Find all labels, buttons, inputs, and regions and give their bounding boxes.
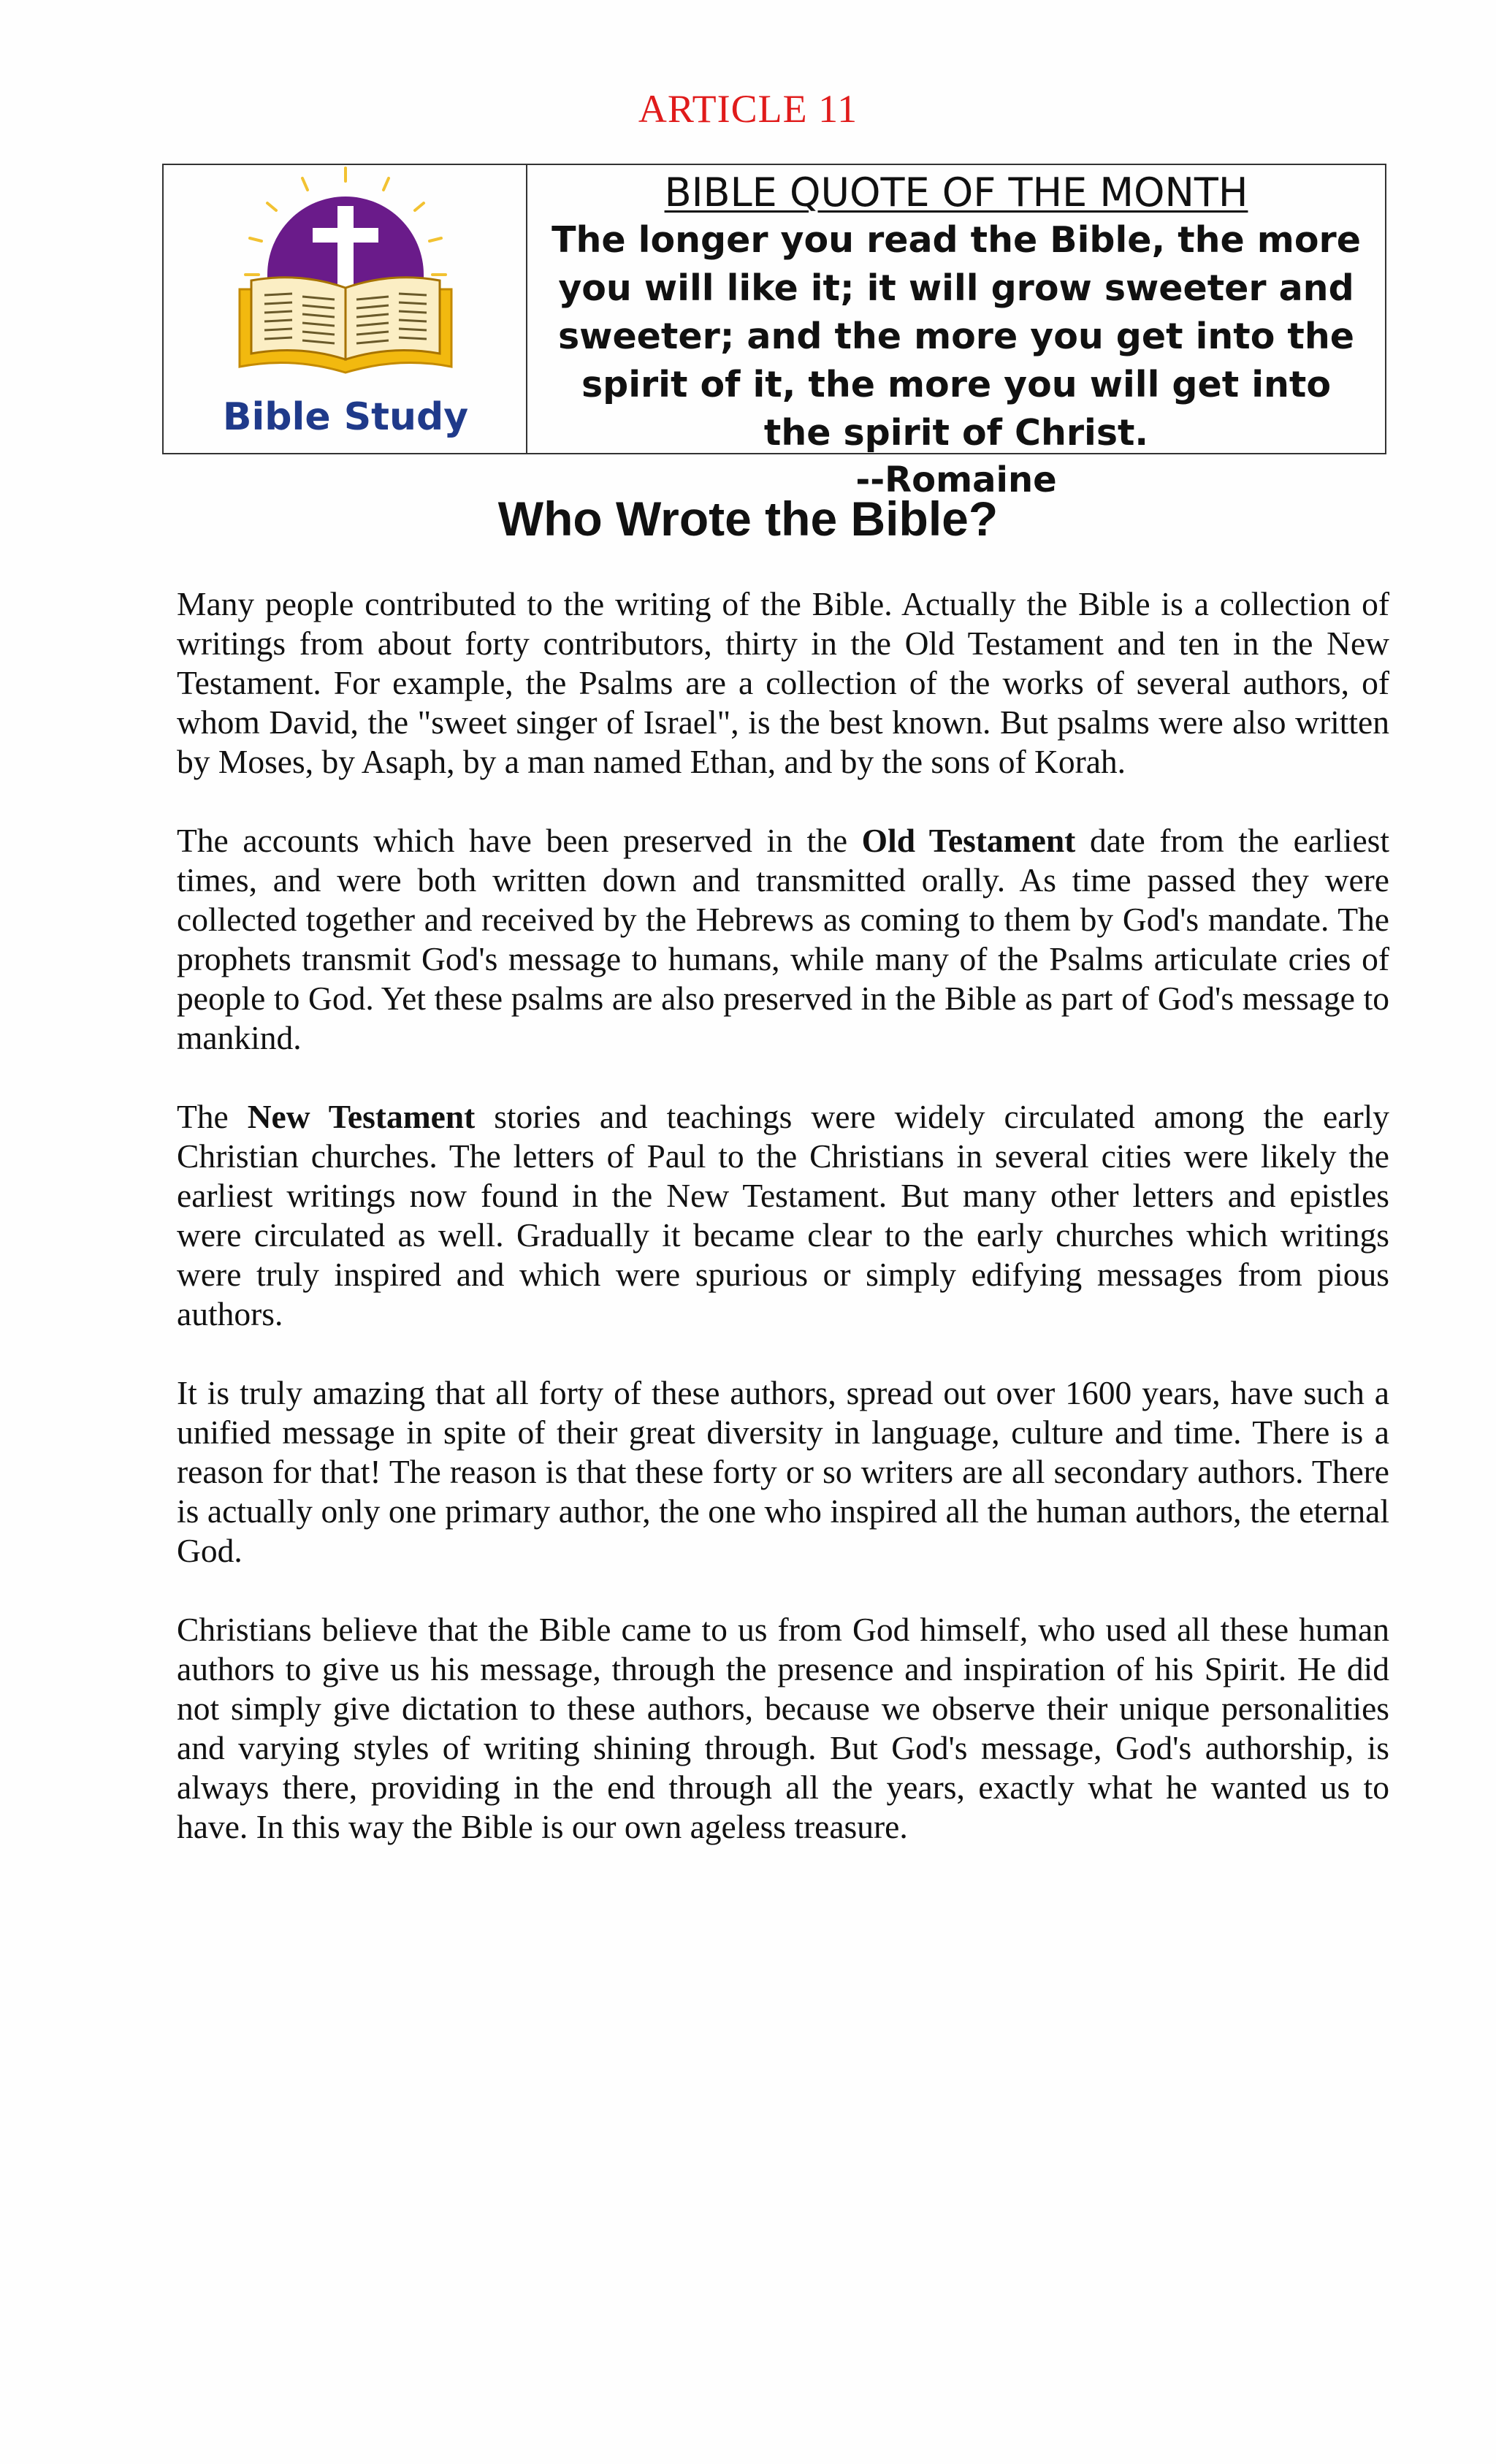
article-body: [177, 584, 1389, 1886]
paragraph-3: [177, 1097, 1389, 1334]
old-testament-term: Old Testament: [861, 822, 1076, 859]
quote-title: BIBLE QUOTE OF THE MONTH: [664, 169, 1248, 215]
paragraph-2-before: The accounts which have been preserved in the: [177, 822, 862, 859]
article-label: ARTICLE 11: [638, 87, 858, 131]
new-testament-term: New Testament: [247, 1098, 476, 1135]
paragraph-1: Many people contributed to the writing of the Bible. Actually the Bible is a collection of writings from about forty contributors, thirty in the Old Testament and ten in the New Testament. For example, the Psalms are a collection of the works of several authors, of whom David, the "sweet singer of Israel", is the best known. But psalms were also written by Moses, by Asaph, by a man named Ethan, and by the sons of Korah.: [177, 585, 1389, 780]
paragraph-2: [177, 821, 1389, 1058]
quote-text: The longer you read the Bible, the more you will like it; it will grow sweeter and sweeter; and the more you get into the spirit of it, the more you will get into the spirit of Christ.: [552, 219, 1361, 454]
quote-box: [162, 164, 1386, 500]
quote-cell: [527, 165, 1385, 500]
paragraph-4: It is truly amazing that all forty of these authors, spread out over 1600 years, have such a unified message in spite of their great diversity in language, culture and time. There is a reason for that! The reason is that these forty or so writers are all secondary authors. There is actually only one primary author, the one who inspired all the human authors, the eternal God.: [177, 1374, 1389, 1569]
paragraph-3-after: stories and teachings were widely circulated among the early Christian churches. The letters of Paul to the Christians in several cities were likely the earliest writings now found in the New Testament. But many other letters and epistles were circulated as well. Gradually it became clear to the early churches which writings were truly inspired and which were spurious or simply edifying messages from pious authors.: [177, 1098, 1389, 1332]
paragraph-2-after: date from the earliest times, and were both written down and transmitted orally. As time passed they were collected together and received by the Hebrews as coming to them by God's mandate. The prophets transmit God's message to humans, while many of the Psalms articulate cries of people to God. Yet these psalms are also preserved in the Bible as part of God's message to mankind.: [177, 822, 1389, 1056]
quote-author: --Romaine: [855, 459, 1057, 500]
paragraph-5: Christians believe that the Bible came to us from God himself, who used all these human authors to give us his message, through the presence and inspiration of his Spirit. He did not simply give dictation to these authors, because we observe their unique personalities and varying styles of writing shining through. But God's message, God's authorship, is always there, providing in the end through all the years, exactly what he wanted us to have. In this way the Bible is our own ageless treasure.: [177, 1611, 1389, 1845]
bible-study-logo-icon: [164, 165, 527, 453]
paragraph-3-before: The: [177, 1098, 248, 1135]
logo-text: Bible Study: [222, 395, 469, 439]
page-title: Who Wrote the Bible?: [497, 492, 999, 546]
logo-cell: [164, 165, 527, 453]
